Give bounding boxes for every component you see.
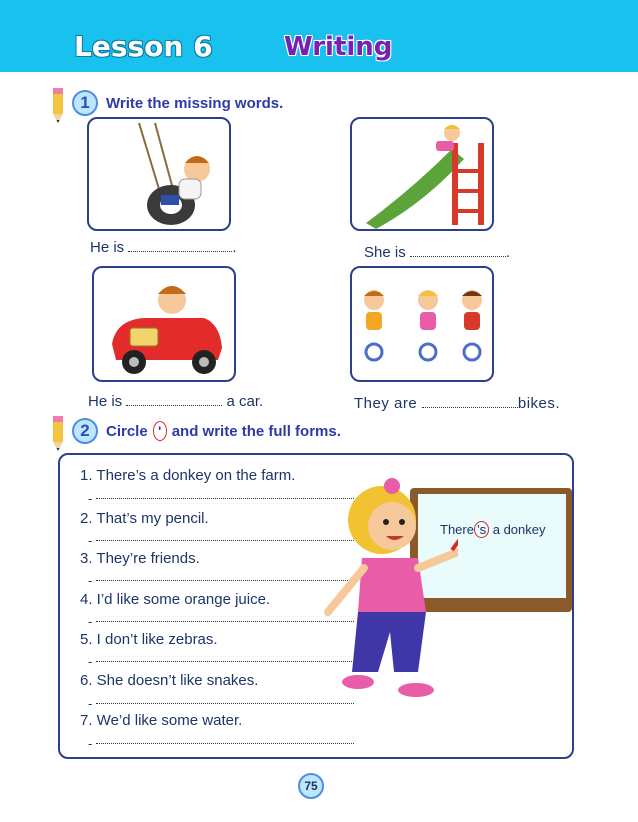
exercise-1-heading <box>72 90 283 116</box>
pencil-icon <box>50 416 66 452</box>
caption-4 <box>354 395 560 412</box>
exercise-2-number: 2 <box>72 418 98 444</box>
answer-blank-4[interactable] <box>422 407 518 408</box>
sentence-6: 6. She doesn’t like snakes. <box>80 672 259 689</box>
answer-dots <box>96 743 354 744</box>
picture-children-on-bikes <box>350 266 494 382</box>
section-title: Writing <box>284 32 393 62</box>
answer-line-4[interactable] <box>88 614 354 629</box>
answer-line-1[interactable] <box>88 491 354 506</box>
answer-dots <box>96 703 354 704</box>
page-number: 75 <box>298 773 324 799</box>
picture-girl-sliding <box>350 117 494 231</box>
exercise-2-instruction-post: and write the full forms. <box>171 422 341 440</box>
answer-blank-2[interactable] <box>410 256 506 257</box>
answer-blank-3[interactable] <box>126 405 222 406</box>
sentence-4: 4. I’d like some orange juice. <box>80 591 271 608</box>
answer-line-6[interactable] <box>88 696 354 711</box>
answer-line-5[interactable] <box>88 654 354 669</box>
caption-2-prefix: She is <box>364 244 406 261</box>
board-text-circled: ’s <box>474 521 489 538</box>
answer-line-2[interactable] <box>88 533 354 548</box>
answer-dots <box>96 580 354 581</box>
dash: - <box>88 736 93 751</box>
sentence-7: 7. We’d like some water. <box>80 712 243 729</box>
caption-1-suffix: . <box>232 239 237 256</box>
girl-illustration <box>318 472 458 712</box>
picture-boy-swinging <box>87 117 231 231</box>
caption-4-prefix: They are <box>354 395 418 412</box>
picture-boy-in-car <box>92 266 236 382</box>
answer-dots <box>96 661 354 662</box>
board-text-post: a donkey <box>489 522 546 537</box>
board-text-pre: There <box>440 522 474 537</box>
dash: - <box>88 654 93 669</box>
dash: - <box>88 533 93 548</box>
answer-line-3[interactable] <box>88 573 354 588</box>
exercise-2-heading <box>72 418 341 444</box>
answer-dots <box>96 540 354 541</box>
dash: - <box>88 696 93 711</box>
answer-line-7[interactable] <box>88 736 354 751</box>
caption-1 <box>90 239 237 256</box>
caption-1-prefix: He is <box>90 239 125 256</box>
exercise-1-number: 1 <box>72 90 98 116</box>
answer-dots <box>96 498 354 499</box>
dash: - <box>88 573 93 588</box>
dash: - <box>88 614 93 629</box>
caption-3-suffix: a car. <box>226 393 264 410</box>
exercise-2-instruction-pre: Circle <box>106 422 148 440</box>
sentence-2: 2. That’s my pencil. <box>80 510 209 527</box>
sentence-1: 1. There’s a donkey on the farm. <box>80 467 296 484</box>
lesson-title: Lesson 6 <box>74 30 213 63</box>
pencil-icon <box>50 88 66 124</box>
dash: - <box>88 491 93 506</box>
answer-blank-1[interactable] <box>128 251 232 252</box>
exercise-1-instruction: Write the missing words. <box>106 94 284 112</box>
caption-2-suffix: . <box>505 244 511 261</box>
caption-3-prefix: He is <box>88 393 123 410</box>
sentence-5: 5. I don’t like zebras. <box>80 631 218 648</box>
caption-4-suffix: bikes. <box>517 395 561 412</box>
caption-3 <box>88 393 263 410</box>
sentence-3: 3. They’re friends. <box>80 550 200 567</box>
apostrophe-circle-icon: ' <box>153 421 167 441</box>
caption-2 <box>364 244 510 261</box>
answer-dots <box>96 621 354 622</box>
